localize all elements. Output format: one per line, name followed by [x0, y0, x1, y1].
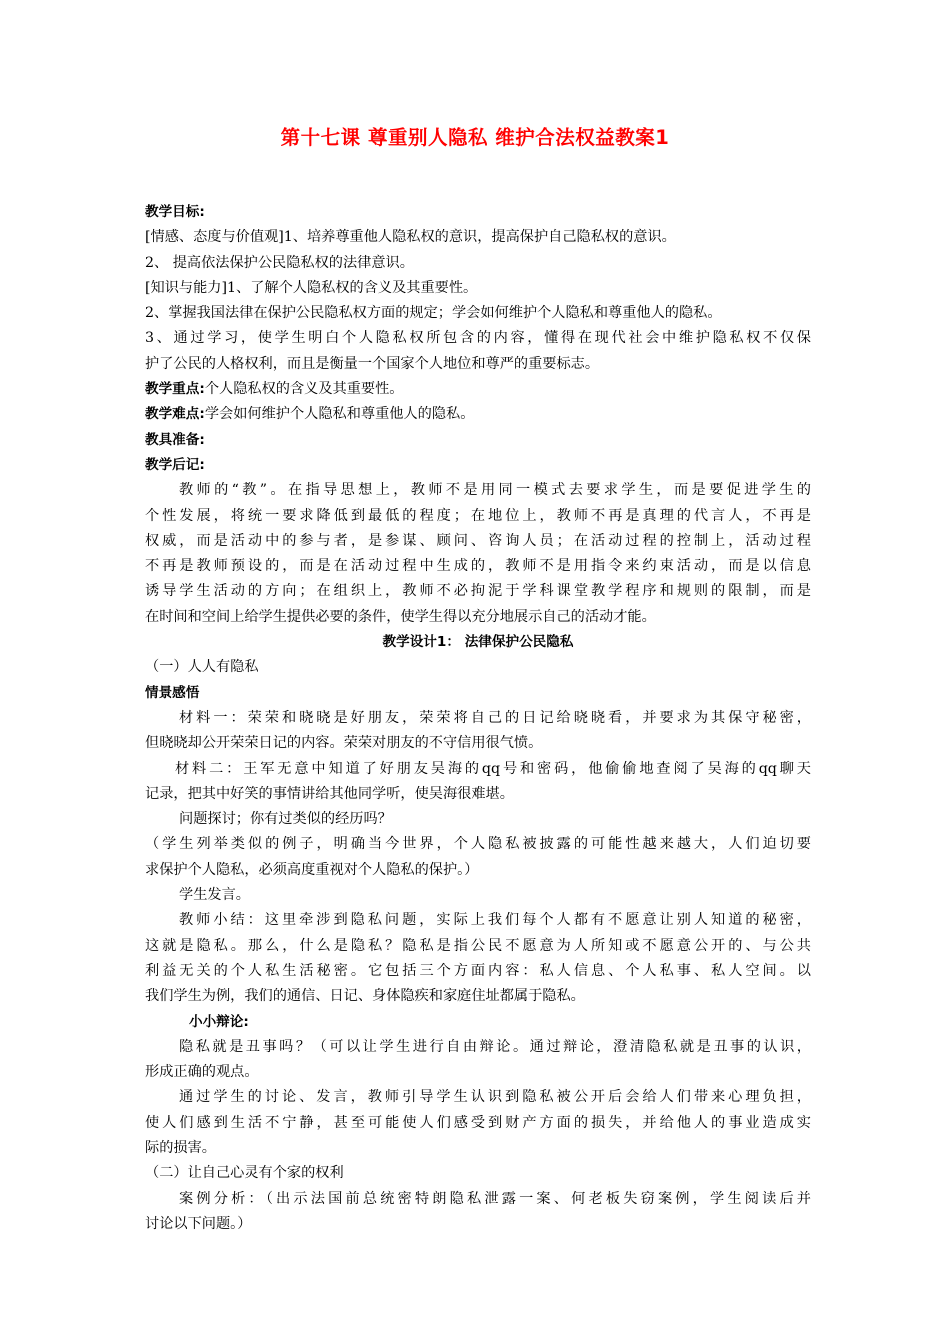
- case-line: 讨论以下问题。）: [145, 1215, 252, 1232]
- material-2-line: 材料二：王军无意中知道了好朋友吴海的qq号和密码，他偷偷地查阅了吴海的qq聊天: [175, 760, 811, 777]
- key-point-text: 个人隐私权的含义及其重要性。: [204, 381, 404, 398]
- postscript-line: 教师的“教”。在指导思想上，教师不是用同一模式去要求学生，而是要促进学生的: [179, 482, 811, 499]
- material-2-line: 记录，把其中好笑的事情讲给其他同学听，使吴海很难堪。: [145, 785, 514, 802]
- section-heading: （一）人人有隐私: [145, 659, 259, 676]
- summary-line: 这就是隐私。那么，什么是隐私？隐私是指公民不愿意为人所知或不愿意公开的、与公共: [145, 937, 811, 954]
- question: 问题探讨；你有过类似的经历吗？: [179, 811, 392, 828]
- objective-knowledge-2: 2、掌握我国法律在保护公民隐私权方面的规定；学会如何维护个人隐私和尊重他人的隐私。: [145, 305, 722, 322]
- difficulty: [145, 402, 811, 427]
- objective-emotion: [情感、态度与价值观]1、培养尊重他人隐私权的意识，提高保护自己隐私权的意识。: [145, 229, 676, 246]
- key-point-label: 教学重点:: [145, 381, 205, 398]
- discussion-line: 使人们感到生活不宁静，甚至可能使人们感受到财产方面的损失，并给他人的事业造成实: [145, 1114, 811, 1131]
- postscript-label: 教学后记:: [145, 456, 205, 473]
- key-point: [145, 377, 811, 402]
- postscript-line: 权威，而是活动中的参与者，是参谋、顾问、咨询人员；在活动过程的控制上，活动过程: [145, 532, 811, 549]
- objective-knowledge-3b: 护了公民的人格权利，而且是衡量一个国家个人地位和尊严的重要标志。: [145, 355, 600, 372]
- debate-line: 形成正确的观点。: [145, 1064, 259, 1081]
- student-speech: 学生发言。: [179, 887, 250, 904]
- difficulty-text: 学会如何维护个人隐私和尊重他人的隐私。: [204, 406, 475, 423]
- postscript-line: 个性发展，将统一要求降低到最低的程度；在地位上，教师不再是真理的代言人，不再是: [145, 507, 811, 524]
- page-title: 第十七课 尊重别人隐私 维护合法权益教案1: [280, 126, 670, 149]
- document-body: [145, 200, 811, 1237]
- summary-line: 我们学生为例，我们的通信、日记、身体隐疾和家庭住址都属于隐私。: [145, 988, 585, 1005]
- student-note-line: 求保护个人隐私，必须高度重视对个人隐私的保护。）: [145, 861, 479, 878]
- postscript-line: 不再是教师预设的，而是在活动过程中生成的，教师不是用指令来约束活动，而是以信息: [145, 558, 811, 575]
- student-note-line: （学生列举类似的例子，明确当今世界，个人隐私被披露的可能性越来越大，人们迫切要: [145, 836, 811, 853]
- objective-emotion-2: 2、 提高依法保护公民隐私权的法律意识。: [145, 254, 414, 271]
- summary-line: 利益无关的个人私生活秘密。它包括三个方面内容：私人信息、个人私事、私人空间。以: [145, 962, 811, 979]
- difficulty-label: 教学难点:: [145, 406, 205, 423]
- objective-knowledge-1: [知识与能力]1、了解个人隐私权的含义及其重要性。: [145, 279, 478, 296]
- objectives-heading: 教学目标:: [145, 204, 205, 220]
- postscript-line: 在时间和空间上给学生提供必要的条件，使学生得以充分地展示自己的活动才能。: [145, 608, 656, 625]
- section-heading: （二）让自己心灵有个家的权利: [145, 1165, 344, 1182]
- scene-label: 情景感悟: [145, 684, 200, 701]
- debate-line: 隐私就是丑事吗？（可以让学生进行自由辩论。通过辩论，澄清隐私就是丑事的认识，: [179, 1038, 811, 1055]
- discussion-line: 通过学生的讨论、发言，教师引导学生认识到隐私被公开后会给人们带来心理负担，: [179, 1089, 811, 1106]
- material-1-line: 但晓晓却公开荣荣日记的内容。荣荣对朋友的不守信用很气愤。: [145, 735, 543, 752]
- summary-line: 教师小结：这里牵涉到隐私问题，实际上我们每个人都有不愿意让别人知道的秘密，: [179, 912, 811, 929]
- design-heading: 教学设计1： 法律保护公民隐私: [382, 634, 574, 651]
- material-1-line: 材料一：荣荣和晓晓是好朋友，荣荣将自己的日记给晓晓看，并要求为其保守秘密，: [179, 709, 811, 726]
- debate-label: 小小辩论:: [189, 1013, 249, 1030]
- case-line: 案例分析：（出示法国前总统密特朗隐私泄露一案、何老板失窃案例，学生阅读后并: [179, 1190, 811, 1207]
- tools-label: 教具准备:: [145, 431, 205, 448]
- postscript-line: 诱导学生活动的方向；在组织上，教师不必拘泥于学科课堂教学程序和规则的限制，而是: [145, 583, 811, 600]
- objective-knowledge-3a: 3、通过学习，使学生明白个人隐私权所包含的内容，懂得在现代社会中维护隐私权不仅保: [145, 330, 811, 347]
- discussion-line: 际的损害。: [145, 1139, 216, 1156]
